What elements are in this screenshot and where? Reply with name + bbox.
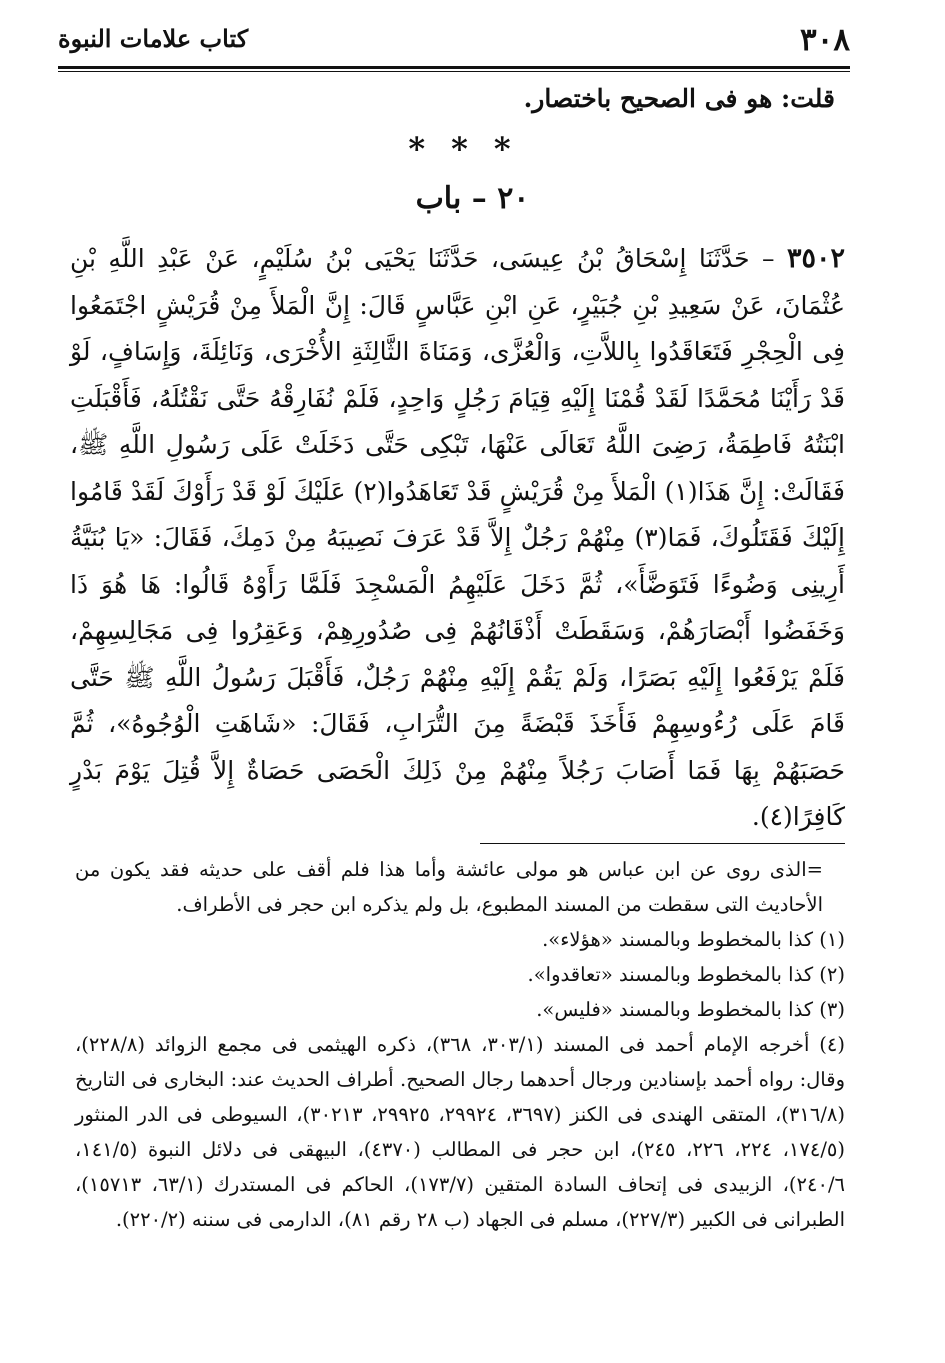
note-line: قلت: هو فى الصحيح باختصار. [523,84,835,113]
page-number: ٣٠٨ [800,22,850,58]
footnote-3: (٣) كذا بالمخطوط وبالمسند «فليس». [536,998,845,1021]
chapter-heading: ٢٠ – باب [415,181,530,216]
footnote-2: (٢) كذا بالمخطوط وبالمسند «تعاقدوا». [527,963,845,986]
header-rule [58,66,850,69]
page-header [58,22,850,58]
footnote-1: (١) كذا بالمخطوط وبالمسند «هؤلاء». [542,928,845,951]
footnotes [75,852,845,1237]
hadith-text [70,236,845,841]
footnote-rule [480,843,845,844]
footnote-4: (٤) أخرجه الإمام أحمد فى المسند (٣٠٣/١، ٣٦٨)، ذكره الهيثمى فى مجمع الزوائد (٢٢٨/٨)، وقال: رواه أحمد بإسنادين ورجال أحدهما رجال الصحيح. أطراف الحديث عند: البخارى فى التاريخ (٣١٦/٨)، المتقى الهندى فى الكنز (٣٦٩٧، ٢٩٩٢٤، ٢٩٩٢٥، ٣٠٢١٣)، السيوطى فى الدر المنثور (١٧٤/٥، ٢٢٤، ٢٢٦، ٢٤٥)، ابن حجر فى المطالب (٤٣٧٠)، البيهقى فى دلائل النبوة (١٤١/٥، ٢٤٠/٦)، الزبيدى فى إتحاف السادة المتقين (١٧٣/٧)، الحاكم فى المستدرك (٦٣/١، ١٥٧١٣)، الطبرانى فى الكبير (٢٢٧/٣)، مسلم فى الجهاد (ب ٢٨ رقم ٨١)، الدارمى فى سننه (٢٢٠/٢). [75,1033,845,1231]
running-title: كتاب علامات النبوة [58,24,249,53]
section-separator: *** [408,130,537,168]
hadith-number: ٣٥٠٢ [786,243,845,274]
footnote-continuation: =الذى روى عن ابن عباس هو مولى عائشة وأما هذا فلم أقف على حديثه فقد يكون من الأحاديث التى سقطت من المسند المطبوع، بل ولم يذكره ابن حجر فى الأطراف. [75,858,823,916]
header-rule-thin [58,71,850,72]
hadith-dash: – [749,244,775,273]
hadith-body: حَدَّثَنَا إِسْحَاقُ بْنُ عِيسَى، حَدَّثَنَا يَحْيَى بْنُ سُلَيْمٍ، عَنْ عَبْدِ اللَّهِ بْنِ عُثْمَانَ، عَنْ سَعِيدِ بْنِ جُبَيْرٍ، عَنِ ابْنِ عَبَّاسٍ قَالَ: إِنَّ الْمَلأَ مِنْ قُرَيْشٍ اجْتَمَعُوا فِى الْحِجْرِ فَتَعَاقَدُوا بِاللاَّتِ، وَالْعُزَّى، وَمَنَاةَ الثَّالِثَةِ الأُخْرَى، وَنَائِلَةَ، وَإِسَافٍ، لَوْ قَدْ رَأَيْنَا مُحَمَّدًا لَقَدْ قُمْنَا إِلَيْهِ قِيَامَ رَجُلٍ وَاحِدٍ، فَلَمْ نُفَارِقْهُ حَتَّى نَقْتُلَهُ، فَأَقْبَلَتِ ابْنَتُهُ فَاطِمَةُ، رَضِىَ اللَّهُ تَعَالَى عَنْهَا، تَبْكِى حَتَّى دَخَلَتْ عَلَى رَسُولِ اللَّهِ ﷺ، فَقَالَتْ: إِنَّ هَذَا(١) الْمَلأَ مِنْ قُرَيْشٍ قَدْ تَعَاهَدُوا(٢) عَلَيْكَ لَوْ قَدْ رَأَوْكَ لَقَدْ قَامُوا إِلَيْكَ فَقَتَلُوكَ، فَمَا(٣) مِنْهُمْ رَجُلٌ إِلاَّ قَدْ عَرَفَ نَصِيبَهُ مِنْ دَمِكَ، فَقَالَ: «يَا بُنَيَّةُ أَرِينِى وَضُوءًا فَتَوَضَّأَ»، ثُمَّ دَخَلَ عَلَيْهِمُ الْمَسْجِدَ فَلَمَّا رَأَوْهُ قَالُوا: هَا هُوَ ذَا وَخَفَضُوا أَبْصَارَهُمْ، وَسَقَطَتْ أَذْقَانُهُمْ فِى صُدُورِهِمْ، وَعَقِرُوا فِى مَجَالِسِهِمْ، فَلَمْ يَرْفَعُوا إِلَيْهِ بَصَرًا، وَلَمْ يَقُمْ إِلَيْهِ مِنْهُمْ رَجُلٌ، فَأَقْبَلَ رَسُولُ اللَّهِ ﷺ حَتَّى قَامَ عَلَى رُءُوسِهِمْ فَأَخَذَ قَبْضَةً مِنَ التُّرَابِ، فَقَالَ: «شَاهَتِ الْوُجُوهُ»، ثُمَّ حَصَبَهُمْ بِهَا فَمَا أَصَابَ رَجُلاً مِنْهُمْ مِنْ ذَلِكَ الْحَصَى حَصَاةٌ إِلاَّ قُتِلَ يَوْمَ بَدْرٍ كَافِرًا(٤). [70,244,845,831]
